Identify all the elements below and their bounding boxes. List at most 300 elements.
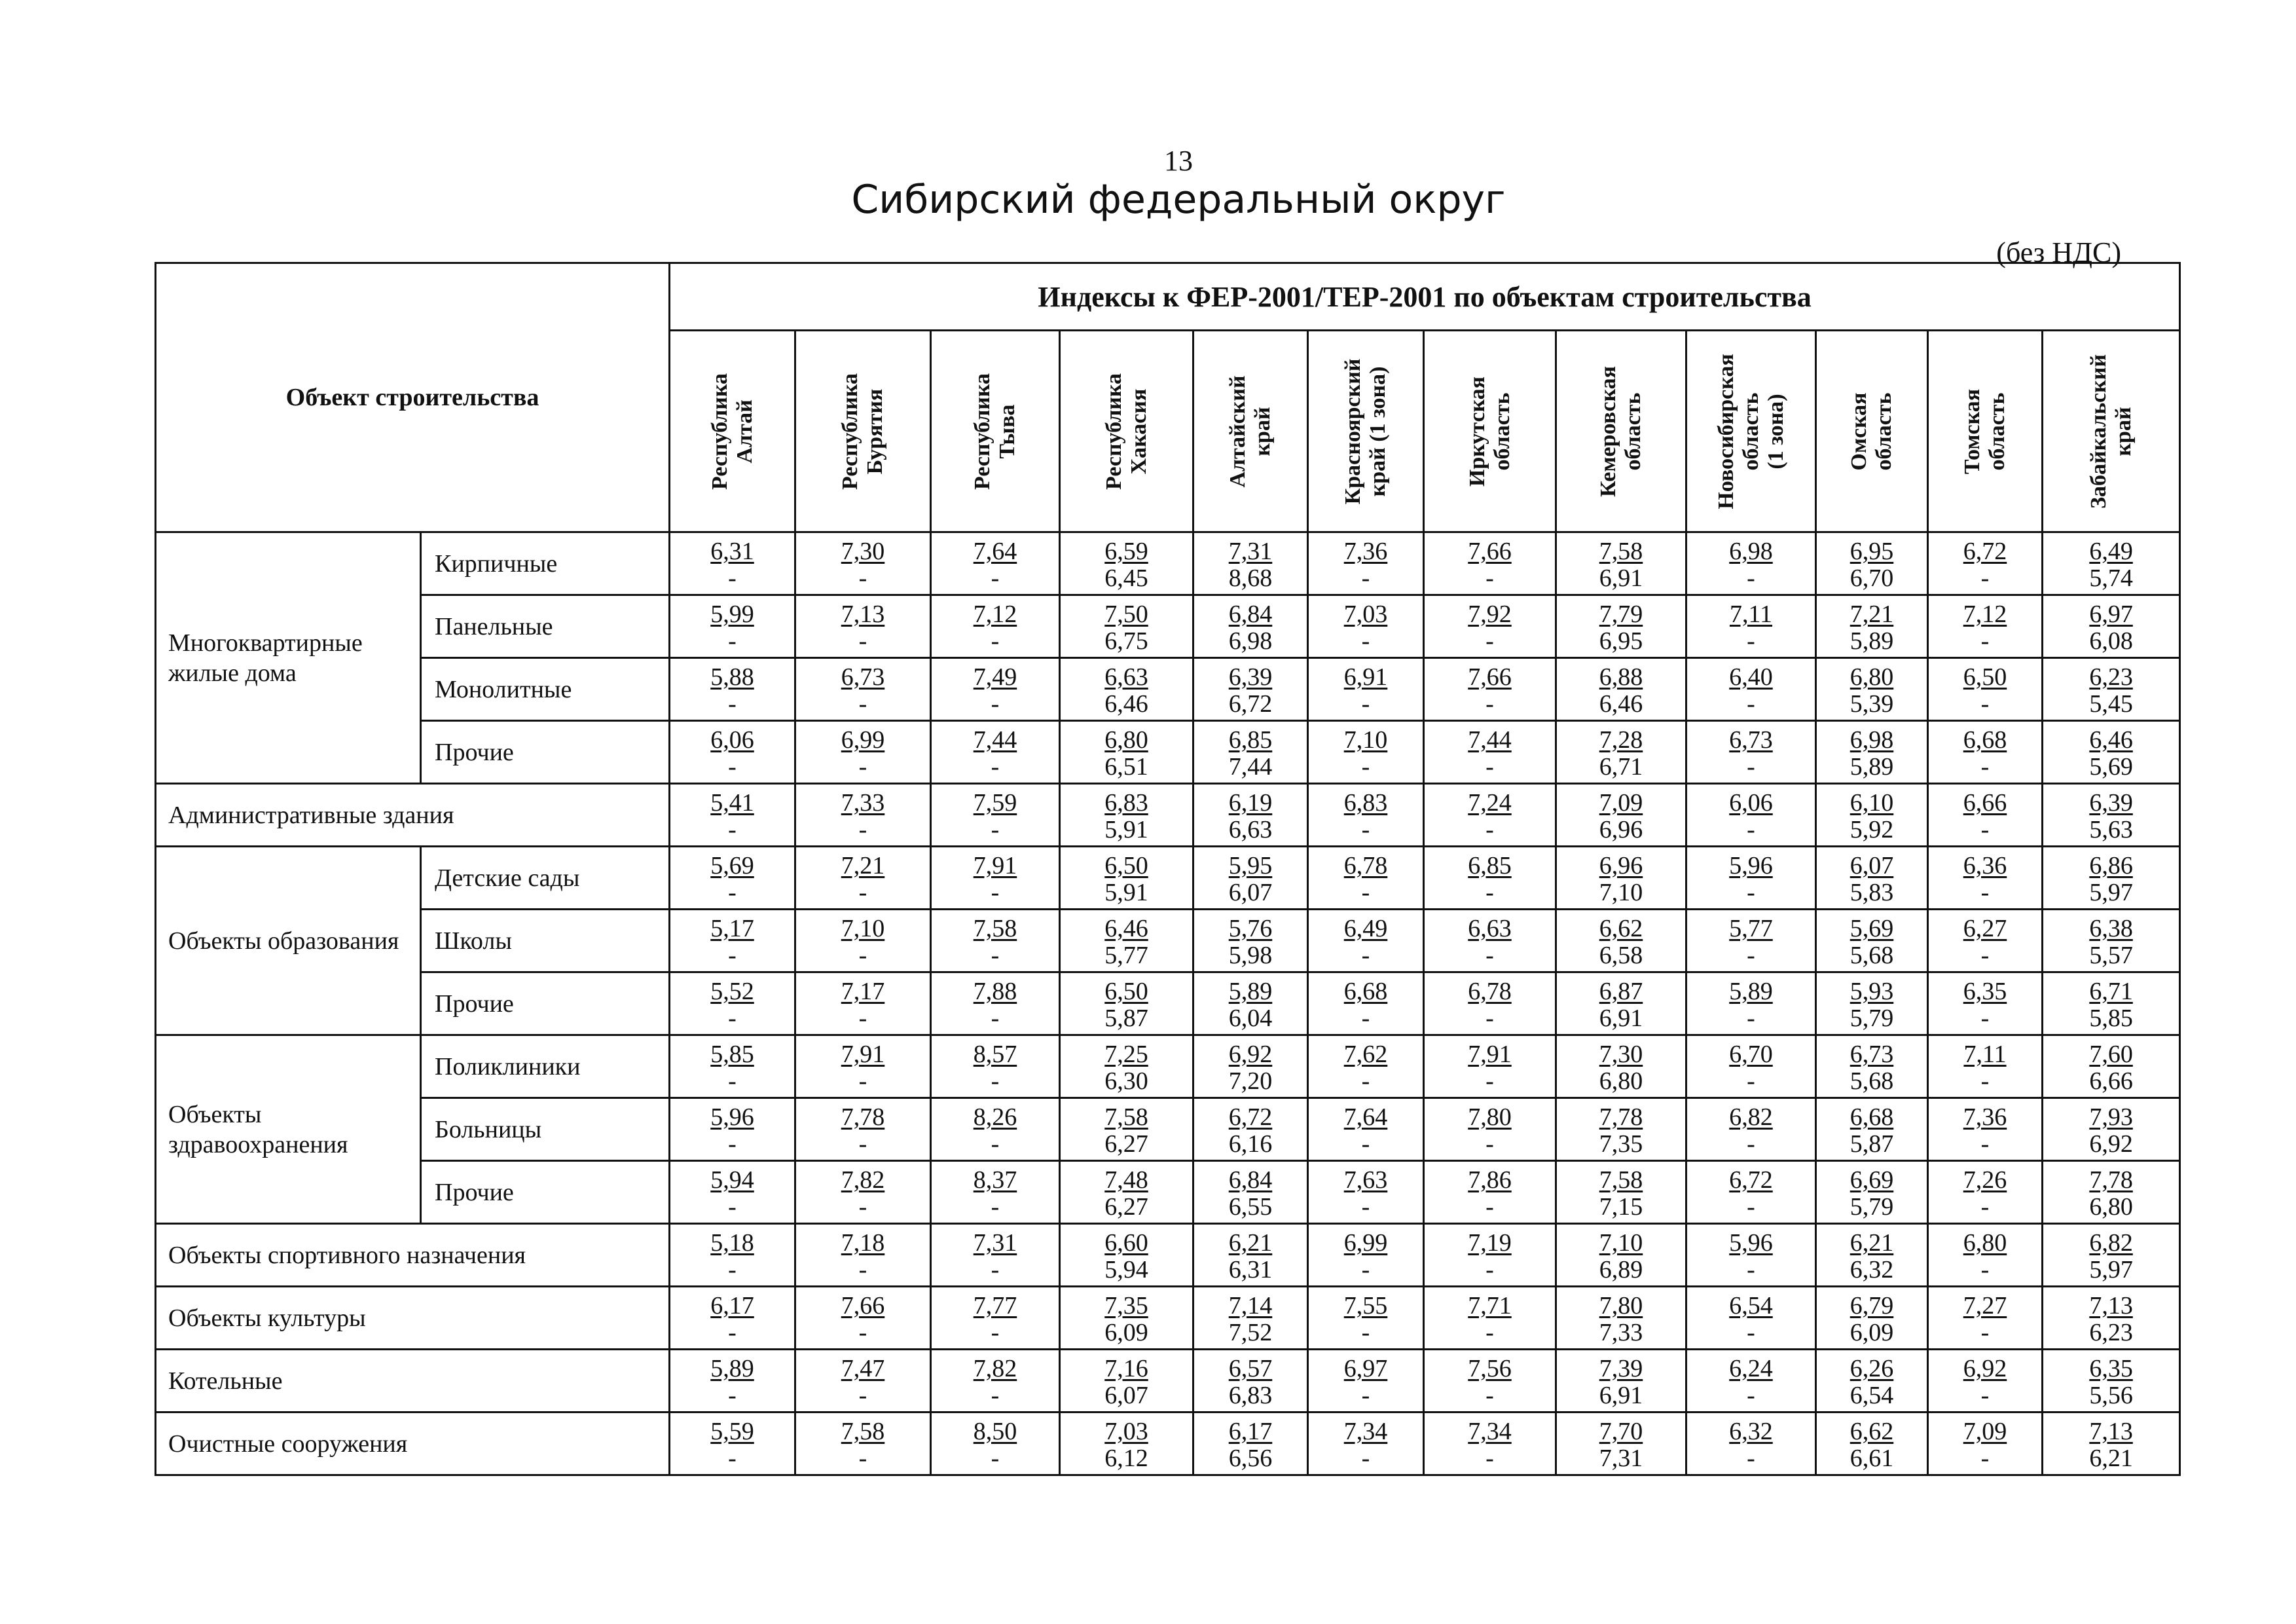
index-value-bottom: - (991, 627, 1000, 655)
index-value-bottom: - (1361, 690, 1370, 718)
index-cell (1060, 1412, 1194, 1475)
index-value-top: 6,07 (1850, 852, 1894, 879)
index-value-bottom: 6,55 (1228, 1193, 1273, 1221)
region-header-wrap (2043, 331, 2179, 531)
index-cell (1816, 1098, 1928, 1161)
region-header (2043, 331, 2180, 532)
index-value-bottom: - (1980, 1193, 1990, 1221)
index-value-bottom: 5,97 (2089, 879, 2133, 906)
index-cell (1308, 532, 1424, 595)
index-value-bottom: 6,08 (2089, 627, 2133, 655)
index-value-bottom: 6,30 (1104, 1067, 1148, 1095)
index-value-top: 7,13 (841, 600, 885, 628)
index-cell (670, 658, 795, 721)
index-value-top: 7,62 (1343, 1041, 1388, 1068)
index-value-top: 7,63 (1343, 1166, 1388, 1194)
index-value-bottom: - (858, 1256, 867, 1283)
index-value-bottom: - (1747, 627, 1755, 655)
index-cell (1060, 1350, 1194, 1412)
index-value-bottom: 5,89 (1850, 627, 1894, 655)
index-value-top: 7,58 (1599, 1166, 1643, 1194)
index-cell (1424, 972, 1556, 1035)
index-value-bottom: - (1485, 1067, 1494, 1095)
index-value-top: 6,59 (1104, 538, 1148, 565)
index-cell (795, 1287, 931, 1350)
index-value-top: 7,16 (1104, 1355, 1148, 1382)
index-value-bottom: - (858, 753, 867, 781)
object-subtype-label: Монолитные (421, 658, 670, 721)
index-cell (1556, 1035, 1686, 1098)
index-cell (1816, 1035, 1928, 1098)
index-value-bottom: - (728, 1193, 737, 1221)
index-cell (1308, 658, 1424, 721)
index-value-bottom: - (1980, 627, 1990, 655)
index-value-bottom: - (1747, 1256, 1755, 1283)
index-value-bottom: 7,31 (1599, 1445, 1643, 1472)
index-cell (2043, 972, 2180, 1035)
index-value-bottom: 5,87 (1850, 1130, 1894, 1158)
index-cell (1060, 1035, 1194, 1098)
index-value-top: 7,82 (973, 1355, 1017, 1382)
index-value-top: 6,72 (1963, 538, 2007, 565)
index-cell (1424, 847, 1556, 910)
index-table (155, 262, 2181, 1476)
index-value-bottom: - (728, 1130, 737, 1158)
index-value-top: 5,89 (710, 1355, 754, 1382)
index-cell (1308, 595, 1424, 658)
index-value-bottom: - (991, 1067, 1000, 1095)
index-cell (2043, 1287, 2180, 1350)
index-value-top: 7,36 (1343, 538, 1388, 565)
index-cell (1928, 847, 2043, 910)
index-cell (1308, 1035, 1424, 1098)
index-value-top: 5,69 (1850, 915, 1894, 942)
object-subtype-label: Прочие (421, 721, 670, 784)
table-row (156, 784, 2180, 847)
index-cell (1816, 1350, 1928, 1412)
index-cell (1686, 1035, 1816, 1098)
index-cell (670, 1412, 795, 1475)
index-value-top: 7,03 (1104, 1418, 1148, 1445)
index-cell (1424, 1412, 1556, 1475)
index-cell (795, 532, 931, 595)
index-value-top: 6,91 (1343, 663, 1388, 691)
index-cell (795, 1098, 931, 1161)
index-value-top: 6,32 (1729, 1418, 1773, 1445)
index-value-bottom: - (1485, 1130, 1494, 1158)
index-value-bottom: 6,16 (1228, 1130, 1273, 1158)
index-value-top: 7,91 (841, 1041, 885, 1068)
object-subtype-label: Больницы (421, 1098, 670, 1161)
index-value-bottom: 6,27 (1104, 1193, 1148, 1221)
index-cell (1194, 847, 1308, 910)
index-value-bottom: - (991, 1445, 1000, 1472)
index-cell (1928, 1287, 2043, 1350)
region-header-wrap (1687, 331, 1815, 531)
index-value-bottom: - (1980, 1256, 1990, 1283)
object-label: Очистные сооружения (156, 1412, 670, 1475)
index-table-body (156, 532, 2180, 1475)
index-value-top: 6,38 (2089, 915, 2133, 942)
index-cell (670, 532, 795, 595)
region-header (670, 331, 795, 532)
index-cell (670, 1224, 795, 1287)
index-value-bottom: 5,69 (2089, 753, 2133, 781)
index-cell (795, 972, 931, 1035)
index-cell (1928, 1224, 2043, 1287)
index-cell (795, 910, 931, 972)
index-cell (1928, 595, 2043, 658)
index-value-bottom: - (1980, 1130, 1990, 1158)
index-value-top: 7,44 (973, 726, 1017, 754)
index-cell (1556, 721, 1686, 784)
index-cell (1816, 658, 1928, 721)
index-cell (931, 658, 1060, 721)
index-value-bottom: 6,96 (1599, 816, 1643, 843)
index-value-bottom: 5,57 (2089, 942, 2133, 969)
index-value-top: 6,88 (1599, 663, 1643, 691)
index-value-bottom: 5,79 (1850, 1193, 1894, 1221)
index-value-top: 7,78 (2089, 1166, 2133, 1194)
index-value-top: 7,26 (1963, 1166, 2007, 1194)
table-row (156, 1224, 2180, 1287)
index-value-bottom: 6,91 (1599, 1005, 1643, 1032)
index-value-bottom: - (728, 816, 737, 843)
object-label: Котельные (156, 1350, 670, 1412)
index-value-top: 5,89 (1228, 978, 1273, 1005)
index-value-bottom: 6,89 (1599, 1256, 1643, 1283)
index-value-top: 6,17 (710, 1292, 754, 1320)
region-header (931, 331, 1060, 532)
index-value-bottom: - (858, 564, 867, 592)
index-value-bottom: - (1980, 1319, 1990, 1346)
index-value-bottom: - (991, 690, 1000, 718)
index-cell (1928, 721, 2043, 784)
index-value-bottom: - (1980, 564, 1990, 592)
index-value-top: 6,73 (1729, 726, 1773, 754)
index-cell (1194, 532, 1308, 595)
index-value-top: 6,40 (1729, 663, 1773, 691)
index-value-top: 7,92 (1468, 600, 1512, 628)
index-value-top: 7,56 (1468, 1355, 1512, 1382)
index-cell (1308, 972, 1424, 1035)
index-value-top: 7,80 (1599, 1292, 1643, 1320)
index-cell (1060, 1224, 1194, 1287)
index-value-top: 6,62 (1850, 1418, 1894, 1445)
table-row (156, 658, 2180, 721)
page-number: 13 (1164, 145, 1193, 177)
index-cell (1424, 1035, 1556, 1098)
index-cell (2043, 1098, 2180, 1161)
index-value-top: 7,27 (1963, 1292, 2007, 1320)
object-subtype-label: Кирпичные (421, 532, 670, 595)
index-value-top: 8,37 (973, 1166, 1017, 1194)
index-value-top: 6,80 (1963, 1229, 2007, 1257)
index-value-bottom: - (1747, 1319, 1755, 1346)
region-name: Забайкальский край (2086, 354, 2136, 509)
index-cell (1556, 1412, 1686, 1475)
index-cell (1686, 972, 1816, 1035)
table-row (156, 595, 2180, 658)
index-value-bottom: 6,46 (1104, 690, 1148, 718)
index-value-bottom: 7,15 (1599, 1193, 1643, 1221)
index-value-top: 6,54 (1729, 1292, 1773, 1320)
object-subtype-label: Школы (421, 910, 670, 972)
region-header-wrap (1425, 331, 1555, 531)
index-cell (931, 1224, 1060, 1287)
index-value-bottom: 6,07 (1104, 1382, 1148, 1409)
index-value-top: 6,82 (1729, 1103, 1773, 1131)
index-value-top: 7,59 (973, 789, 1017, 817)
index-value-bottom: 6,21 (2089, 1445, 2133, 1472)
region-header (795, 331, 931, 532)
index-value-bottom: 6,61 (1850, 1445, 1894, 1472)
index-cell (670, 1098, 795, 1161)
index-cell (1686, 784, 1816, 847)
index-value-top: 7,34 (1468, 1418, 1512, 1445)
index-cell (1060, 847, 1194, 910)
index-value-top: 7,77 (973, 1292, 1017, 1320)
index-value-bottom: - (991, 1130, 1000, 1158)
index-value-bottom: - (1980, 690, 1990, 718)
index-value-top: 6,06 (710, 726, 754, 754)
index-cell (1816, 595, 1928, 658)
index-cell (931, 1161, 1060, 1224)
index-value-bottom: 5,63 (2089, 816, 2133, 843)
index-value-bottom: - (1747, 1005, 1755, 1032)
region-header-wrap (796, 331, 930, 531)
object-group-label: Объекты образования (156, 847, 421, 1035)
index-value-bottom: - (728, 627, 737, 655)
index-value-bottom: - (1747, 879, 1755, 906)
index-value-bottom: - (1485, 1256, 1494, 1283)
index-value-bottom: 6,80 (2089, 1193, 2133, 1221)
index-cell (1194, 721, 1308, 784)
index-cell (2043, 1350, 2180, 1412)
index-value-top: 7,93 (2089, 1103, 2133, 1131)
index-cell (1424, 658, 1556, 721)
index-value-top: 7,11 (1963, 1041, 2007, 1068)
index-value-top: 7,91 (973, 852, 1017, 879)
index-value-top: 6,57 (1228, 1355, 1273, 1382)
index-value-bottom: - (1361, 1256, 1370, 1283)
index-value-bottom: 5,39 (1850, 690, 1894, 718)
index-value-top: 6,99 (1343, 1229, 1388, 1257)
region-header-wrap (932, 331, 1059, 531)
index-cell (1686, 1287, 1816, 1350)
index-value-bottom: - (1980, 816, 1990, 843)
index-value-bottom: - (1485, 1193, 1494, 1221)
index-value-bottom: - (858, 1319, 867, 1346)
index-value-top: 7,60 (2089, 1041, 2133, 1068)
index-value-top: 6,95 (1850, 538, 1894, 565)
object-group-label: Многоквартирные жилые дома (156, 532, 421, 784)
index-value-top: 7,58 (1104, 1103, 1148, 1131)
index-cell (670, 784, 795, 847)
index-value-top: 7,36 (1963, 1103, 2007, 1131)
index-value-top: 7,55 (1343, 1292, 1388, 1320)
index-value-bottom: - (858, 627, 867, 655)
index-cell (1816, 1161, 1928, 1224)
object-subtype-label: Поликлиники (421, 1035, 670, 1098)
index-cell (1928, 910, 2043, 972)
index-cell (1308, 1350, 1424, 1412)
index-value-bottom: 6,92 (2089, 1130, 2133, 1158)
index-cell (1424, 1350, 1556, 1412)
index-value-top: 6,85 (1228, 726, 1273, 754)
index-cell (2043, 847, 2180, 910)
index-value-top: 7,78 (1599, 1103, 1643, 1131)
index-cell (1060, 972, 1194, 1035)
index-cell (1060, 1098, 1194, 1161)
index-value-top: 6,23 (2089, 663, 2133, 691)
index-value-top: 7,50 (1104, 600, 1148, 628)
index-value-top: 6,49 (1343, 915, 1388, 942)
index-value-top: 6,79 (1850, 1292, 1894, 1320)
index-cell (795, 721, 931, 784)
index-value-top: 7,88 (973, 978, 1017, 1005)
index-value-bottom: - (1980, 753, 1990, 781)
index-value-bottom: - (1747, 1067, 1755, 1095)
index-value-top: 6,82 (2089, 1229, 2133, 1257)
index-value-bottom: - (1361, 1067, 1370, 1095)
index-cell (1816, 1412, 1928, 1475)
index-value-bottom: 7,20 (1228, 1067, 1273, 1095)
index-value-top: 7,82 (841, 1166, 885, 1194)
index-cell (1060, 1161, 1194, 1224)
index-value-bottom: - (1747, 1130, 1755, 1158)
index-value-bottom: - (1980, 1067, 1990, 1095)
index-value-bottom: - (1361, 1130, 1370, 1158)
object-subtype-label: Прочие (421, 1161, 670, 1224)
index-value-bottom: 6,91 (1599, 564, 1643, 592)
index-cell (1308, 1098, 1424, 1161)
index-value-bottom: 5,77 (1104, 942, 1148, 969)
index-cell (670, 910, 795, 972)
index-value-bottom: - (1485, 1319, 1494, 1346)
index-cell (1686, 658, 1816, 721)
region-header (1928, 331, 2043, 532)
index-cell (1060, 1287, 1194, 1350)
index-value-top: 6,62 (1599, 915, 1643, 942)
index-value-bottom: 6,80 (1599, 1067, 1643, 1095)
index-value-top: 7,10 (1343, 726, 1388, 754)
index-value-top: 6,98 (1850, 726, 1894, 754)
index-cell (1308, 1412, 1424, 1475)
index-cell (1686, 532, 1816, 595)
index-value-bottom: 6,27 (1104, 1130, 1148, 1158)
index-value-top: 6,83 (1343, 789, 1388, 817)
index-value-top: 5,96 (1729, 852, 1773, 879)
index-value-top: 6,24 (1729, 1355, 1773, 1382)
index-value-top: 7,86 (1468, 1166, 1512, 1194)
index-cell (795, 1161, 931, 1224)
index-value-top: 7,34 (1343, 1418, 1388, 1445)
index-cell (1928, 784, 2043, 847)
index-cell (2043, 721, 2180, 784)
index-value-top: 7,12 (1963, 600, 2007, 628)
index-cell (1060, 721, 1194, 784)
index-value-top: 7,78 (841, 1103, 885, 1131)
index-value-top: 7,58 (973, 915, 1017, 942)
index-value-top: 6,66 (1963, 789, 2007, 817)
index-cell (1928, 972, 2043, 1035)
index-value-top: 7,19 (1468, 1229, 1512, 1257)
index-value-bottom: 5,91 (1104, 816, 1148, 843)
index-value-bottom: 5,98 (1228, 942, 1273, 969)
table-row (156, 1098, 2180, 1161)
region-name: Иркутская область (1465, 376, 1514, 487)
index-value-bottom: 6,75 (1104, 627, 1148, 655)
index-value-top: 7,58 (841, 1418, 885, 1445)
index-value-bottom: - (1361, 879, 1370, 906)
index-value-bottom: - (1747, 753, 1755, 781)
index-cell (2043, 910, 2180, 972)
index-value-bottom: - (991, 753, 1000, 781)
index-value-top: 7,09 (1963, 1418, 2007, 1445)
index-value-top: 6,68 (1343, 978, 1388, 1005)
region-name: Республика Тыва (970, 373, 1019, 490)
index-cell (1424, 595, 1556, 658)
index-value-bottom: - (1485, 564, 1494, 592)
region-header (1556, 331, 1686, 532)
index-value-top: 6,63 (1104, 663, 1148, 691)
region-header (1308, 331, 1424, 532)
index-cell (795, 658, 931, 721)
index-value-bottom: - (1485, 753, 1494, 781)
index-value-top: 6,50 (1963, 663, 2007, 691)
index-value-bottom: - (1747, 816, 1755, 843)
index-cell (670, 1035, 795, 1098)
index-cell (2043, 784, 2180, 847)
index-cell (1194, 1350, 1308, 1412)
index-cell (1556, 910, 1686, 972)
index-value-top: 7,10 (1599, 1229, 1643, 1257)
index-table-container (155, 262, 2179, 1470)
index-value-top: 6,84 (1228, 1166, 1273, 1194)
index-cell (1816, 847, 1928, 910)
index-cell (1194, 1224, 1308, 1287)
index-value-bottom: - (1485, 1382, 1494, 1409)
index-value-bottom: 5,97 (2089, 1256, 2133, 1283)
object-label: Административные здания (156, 784, 670, 847)
table-row (156, 721, 2180, 784)
index-value-top: 6,63 (1468, 915, 1512, 942)
index-value-top: 8,57 (973, 1041, 1017, 1068)
index-value-top: 6,97 (2089, 600, 2133, 628)
index-value-top: 7,66 (1468, 663, 1512, 691)
index-value-top: 7,30 (1599, 1041, 1643, 1068)
index-cell (1556, 972, 1686, 1035)
index-cell (1686, 1098, 1816, 1161)
index-value-bottom: - (728, 690, 737, 718)
index-value-bottom: - (1980, 942, 1990, 969)
index-cell (1194, 595, 1308, 658)
index-value-top: 6,96 (1599, 852, 1643, 879)
index-value-top: 6,85 (1468, 852, 1512, 879)
index-value-bottom: 5,85 (2089, 1005, 2133, 1032)
index-cell (1928, 532, 2043, 595)
index-cell (1556, 658, 1686, 721)
index-cell (1556, 1098, 1686, 1161)
index-cell (1424, 910, 1556, 972)
index-value-top: 5,41 (710, 789, 754, 817)
index-value-top: 7,30 (841, 538, 885, 565)
index-cell (1424, 1161, 1556, 1224)
index-cell (931, 910, 1060, 972)
index-value-top: 6,80 (1104, 726, 1148, 754)
index-value-top: 6,69 (1850, 1166, 1894, 1194)
